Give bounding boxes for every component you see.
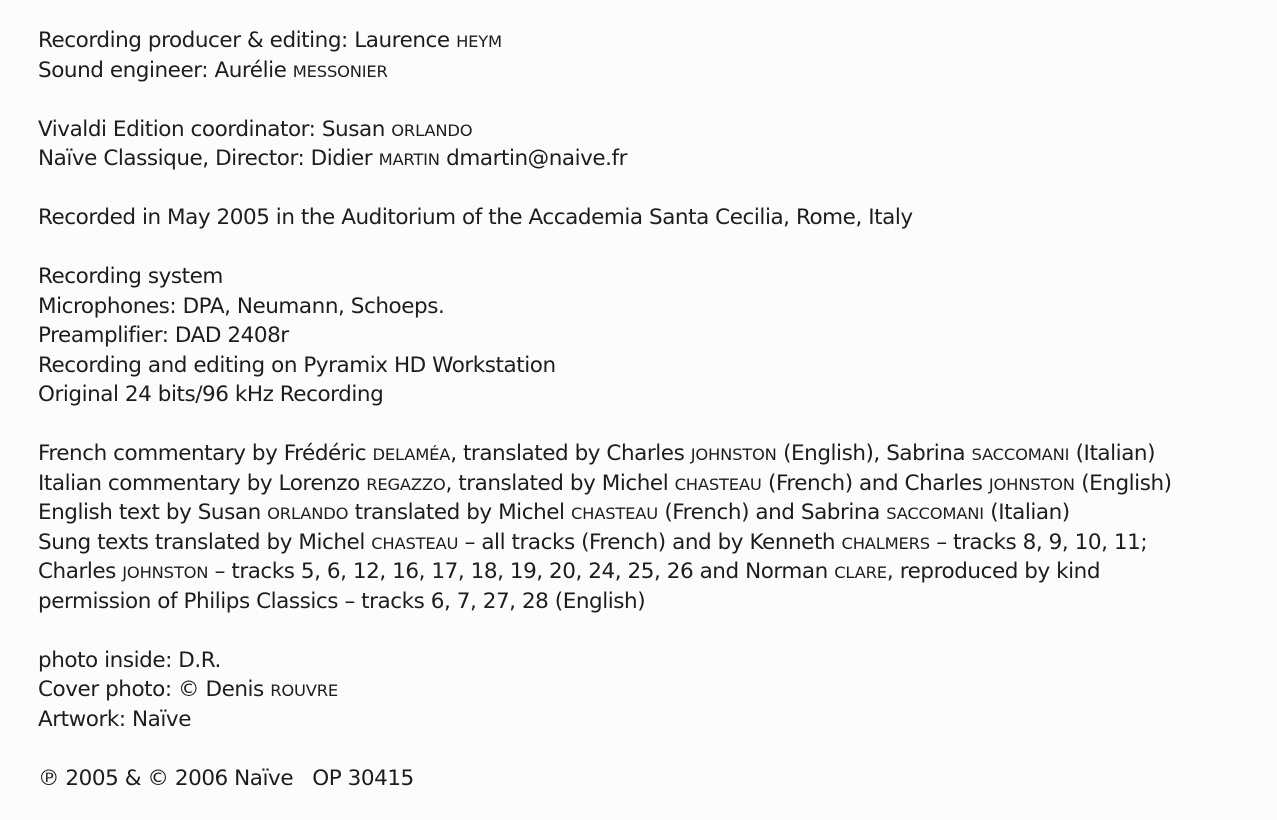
spacer [38, 85, 1277, 115]
director-first-name: Didier [310, 146, 379, 171]
coordinator-label: Vivaldi Edition coordinator: [38, 116, 322, 142]
coordinator-credit [38, 115, 1277, 145]
spacer [38, 616, 1277, 646]
coordinator-last-name: ORLANDO [391, 120, 473, 140]
coordinator-first-name: Susan [321, 116, 392, 142]
engineer-last-name: MESSONIER [292, 61, 388, 81]
translation-line-5: Charles JOHNSTON – tracks 5, 6, 12, 16, 17, 18, 19, 20, 24, 25, 26 and Norman CLARE, reproduced by kind [38, 559, 1101, 584]
translation-line-6: permission of Philips Classics – tracks 6, 7, 27, 28 (English) [38, 588, 646, 614]
spacer [38, 233, 1277, 263]
director-email: dmartin@naive.fr [439, 146, 628, 171]
recording-system-heading: Recording system [38, 264, 223, 289]
producer-credit [38, 26, 1277, 56]
cover-photo-credit: Cover photo: © Denis ROUVRE [38, 677, 338, 702]
director-label: Naïve Classique, Director: [38, 146, 311, 171]
copyright-line: ℗ 2005 & © 2006 Naïve OP 30415 [38, 765, 414, 791]
preamplifier: Preamplifier: DAD 2408r [38, 323, 289, 348]
producer-first-name: Laurence [354, 28, 457, 53]
engineer-credit [38, 56, 1277, 86]
photo-inside-credit: photo inside: D.R. [38, 647, 221, 673]
director-last-name: MARTIN [378, 150, 440, 169]
engineer-first-name: Aurélie [214, 57, 293, 83]
recording-location: Recorded in May 2005 in the Auditorium of the Accademia Santa Cecilia, Rome, Italy [38, 205, 913, 230]
spacer [38, 174, 1277, 204]
producer-label: Recording producer & editing: [38, 28, 355, 53]
spacer [38, 410, 1277, 440]
engineer-label: Sound engineer: [38, 57, 215, 83]
recording-format: Original 24 bits/96 kHz Recording [38, 382, 384, 407]
translation-line-4: Sung texts translated by Michel CHASTEAU – all tracks (French) and by Kenneth CHALMERS – tracks 8, 9, 10, 11; [38, 529, 1148, 555]
translation-line-1: French commentary by Frédéric DELAMÉA, translated by Charles JOHNSTON (English), Sabrina SACCOMANI (Italian) [38, 441, 1156, 466]
spacer [38, 734, 1277, 764]
producer-last-name: HEYM [456, 32, 502, 51]
microphones: Microphones: DPA, Neumann, Schoeps. [38, 293, 445, 319]
editing-system: Recording and editing on Pyramix HD Workstation [38, 352, 556, 378]
artwork-credit: Artwork: Naïve [38, 706, 191, 732]
translation-line-2: Italian commentary by Lorenzo REGAZZO, translated by Michel CHASTEAU (French) and Charles JOHNSTON (English) [38, 470, 1172, 496]
translation-line-3: English text by Susan ORLANDO translated by Michel CHASTEAU (French) and Sabrina SACCOMANI (Italian) [38, 500, 1070, 525]
director-credit [38, 144, 1277, 174]
